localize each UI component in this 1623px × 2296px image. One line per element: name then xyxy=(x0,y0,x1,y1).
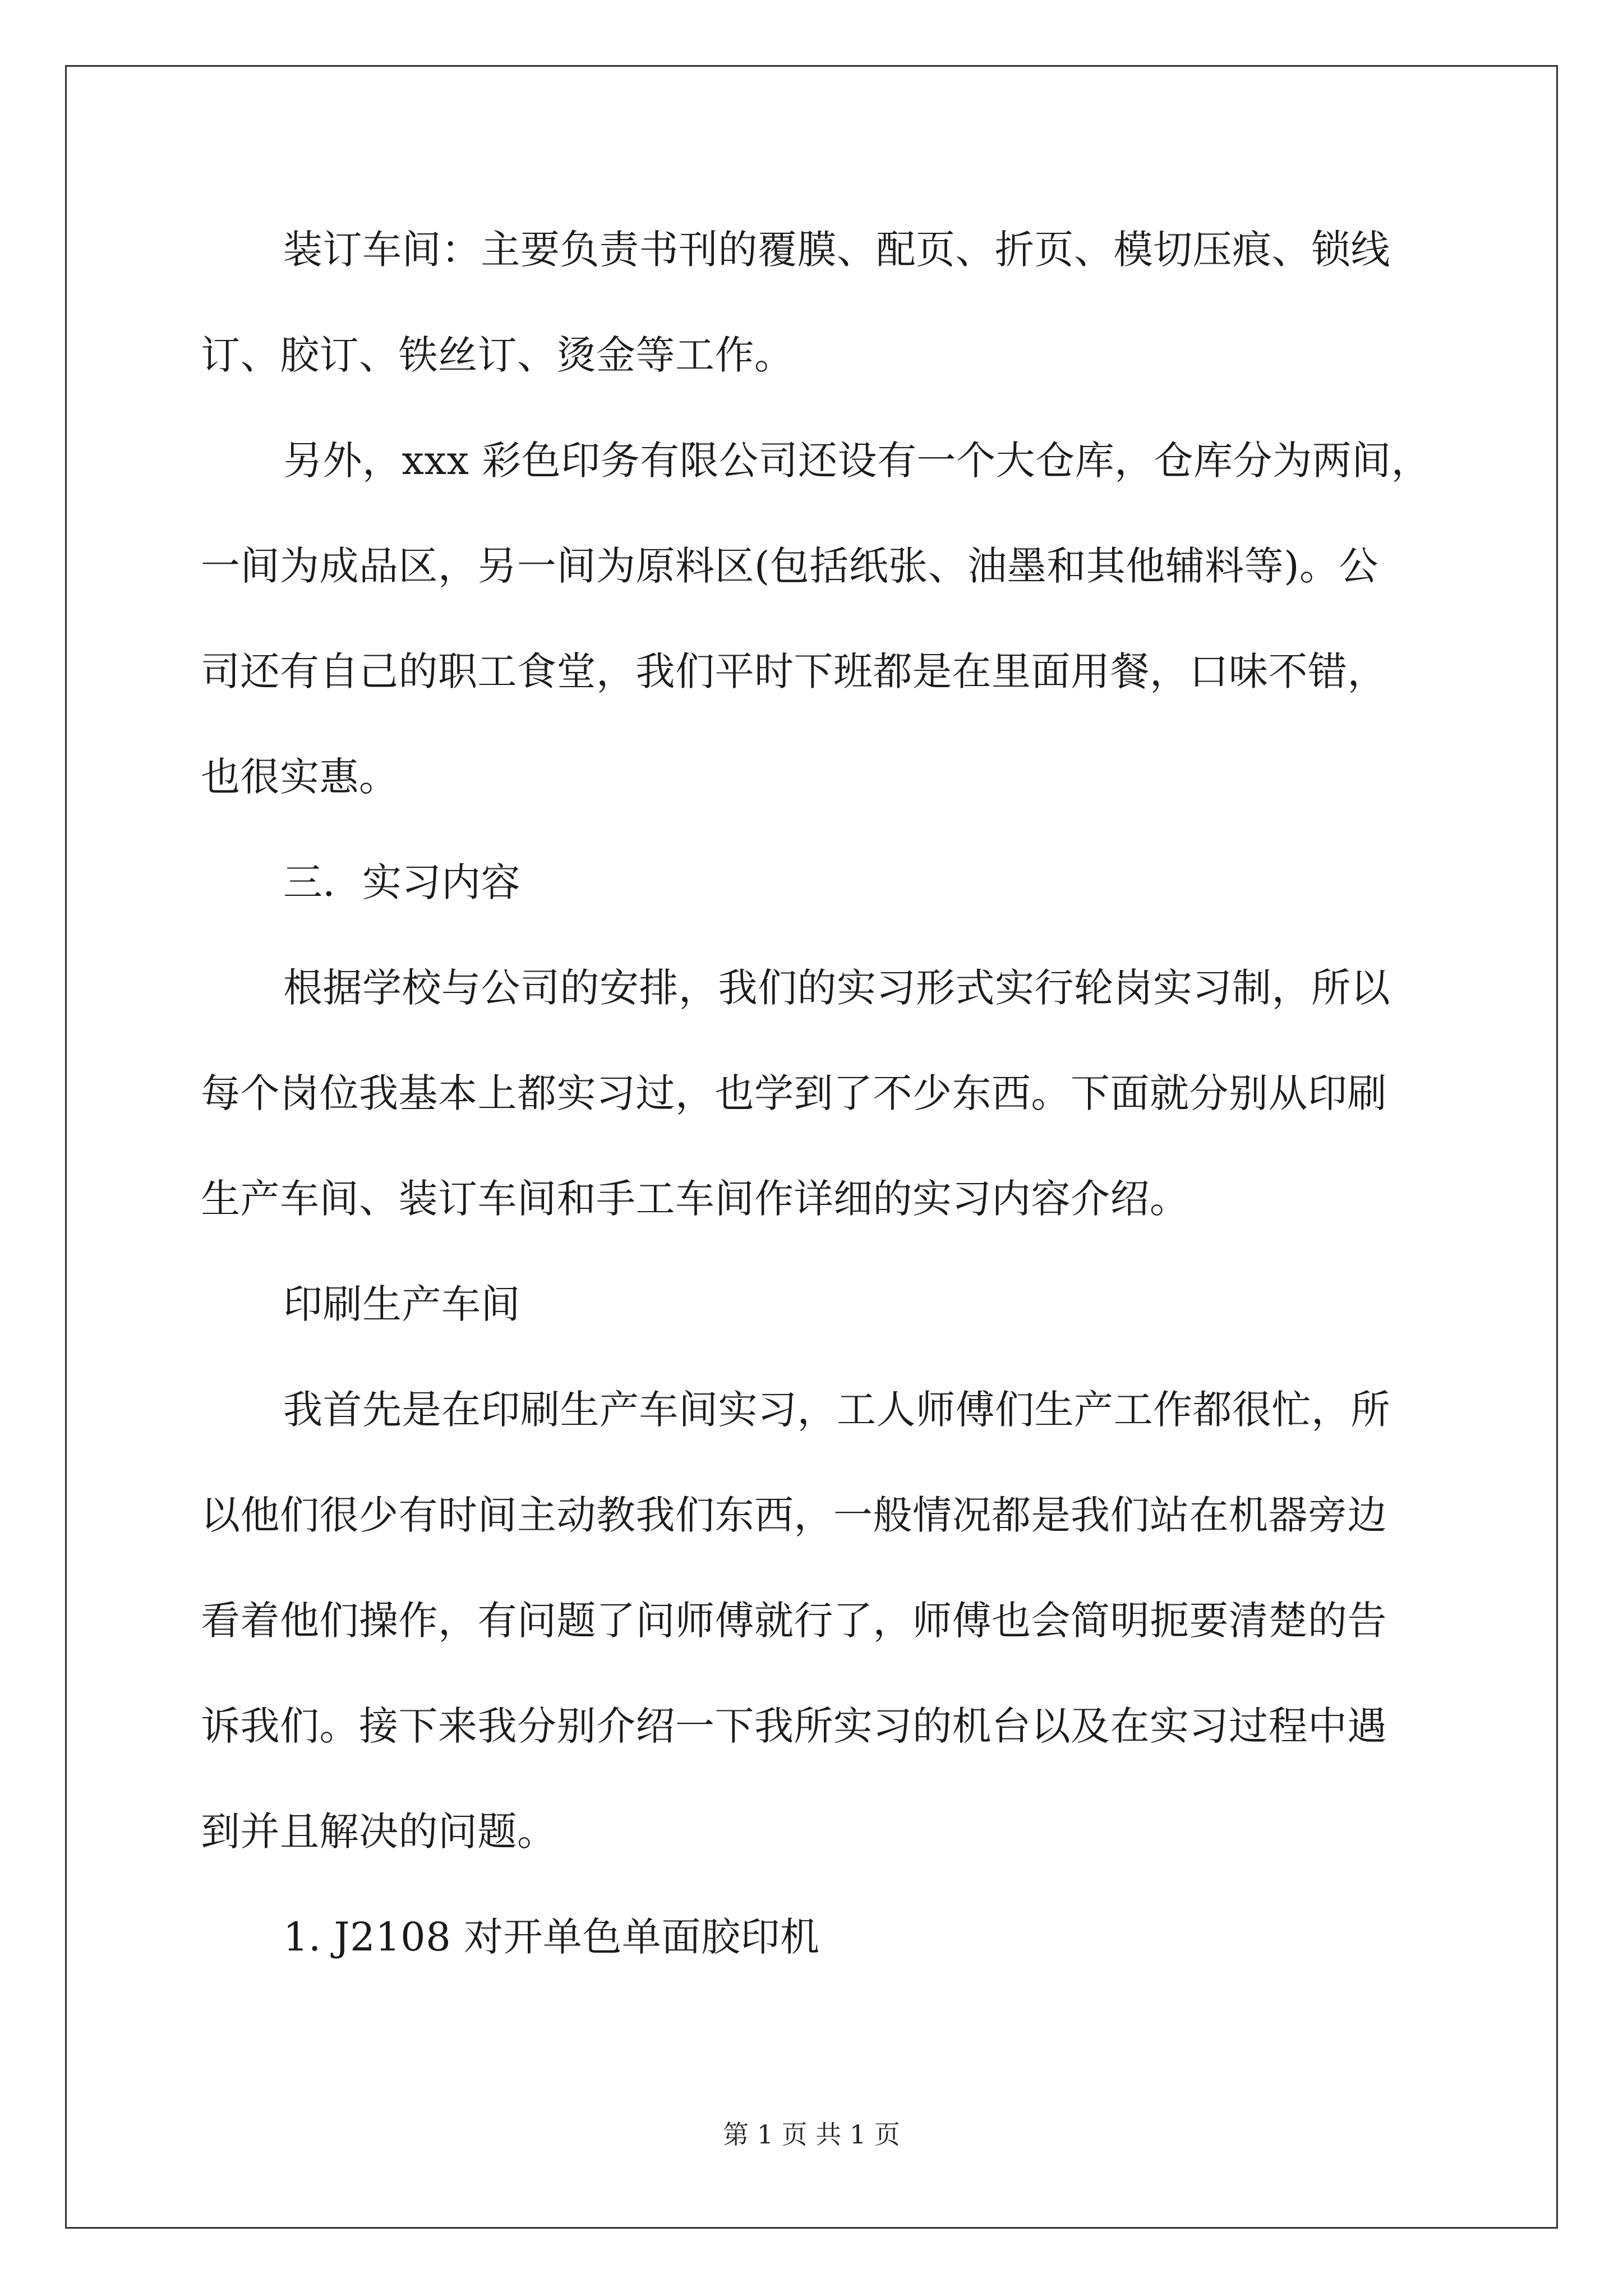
paragraph-line: 生产车间、装订车间和手工车间作详细的实习内容介绍。 xyxy=(201,1176,1189,1222)
paragraph-line: 一间为成品区，另一间为原料区(包括纸张、油墨和其他辅料等)。公 xyxy=(201,543,1379,589)
page-border xyxy=(65,65,1558,2229)
paragraph-line: 诉我们。接下来我分别介绍一下我所实习的机台以及在实习过程中遇 xyxy=(201,1703,1387,1749)
page-number-footer: 第 1 页 共 1 页 xyxy=(723,2119,900,2150)
paragraph-line: 到并且解决的问题。 xyxy=(201,1809,557,1855)
list-item-heading: 1. J2108 对开单色单面胶印机 xyxy=(283,1914,820,1960)
section-heading: 三．实习内容 xyxy=(283,859,520,905)
paragraph-line: 每个岗位我基本上都实习过，也学到了不少东西。下面就分别从印刷 xyxy=(201,1070,1387,1116)
paragraph-line: 另外，xxx 彩色印务有限公司还设有一个大仓库，仓库分为两间， xyxy=(283,438,1431,484)
paragraph-line: 根据学校与公司的安排，我们的实习形式实行轮岗实习制，所以 xyxy=(283,965,1390,1011)
paragraph-line: 我首先是在印刷生产车间实习，工人师傅们生产工作都很忙，所 xyxy=(283,1387,1390,1433)
paragraph-line: 以他们很少有时间主动教我们东西，一般情况都是我们站在机器旁边 xyxy=(201,1492,1387,1538)
paragraph-line: 司还有自己的职工食堂，我们平时下班都是在里面用餐，口味不错， xyxy=(201,648,1387,694)
paragraph-line: 订、胶订、铁丝订、烫金等工作。 xyxy=(201,332,794,378)
paragraph-line: 看着他们操作，有问题了问师傅就行了，师傅也会简明扼要清楚的告 xyxy=(201,1598,1387,1644)
paragraph-line: 装订车间：主要负责书刊的覆膜、配页、折页、模切压痕、锁线 xyxy=(283,227,1390,273)
paragraph-line: 也很实惠。 xyxy=(201,754,399,800)
subsection-heading: 印刷生产车间 xyxy=(283,1281,520,1327)
